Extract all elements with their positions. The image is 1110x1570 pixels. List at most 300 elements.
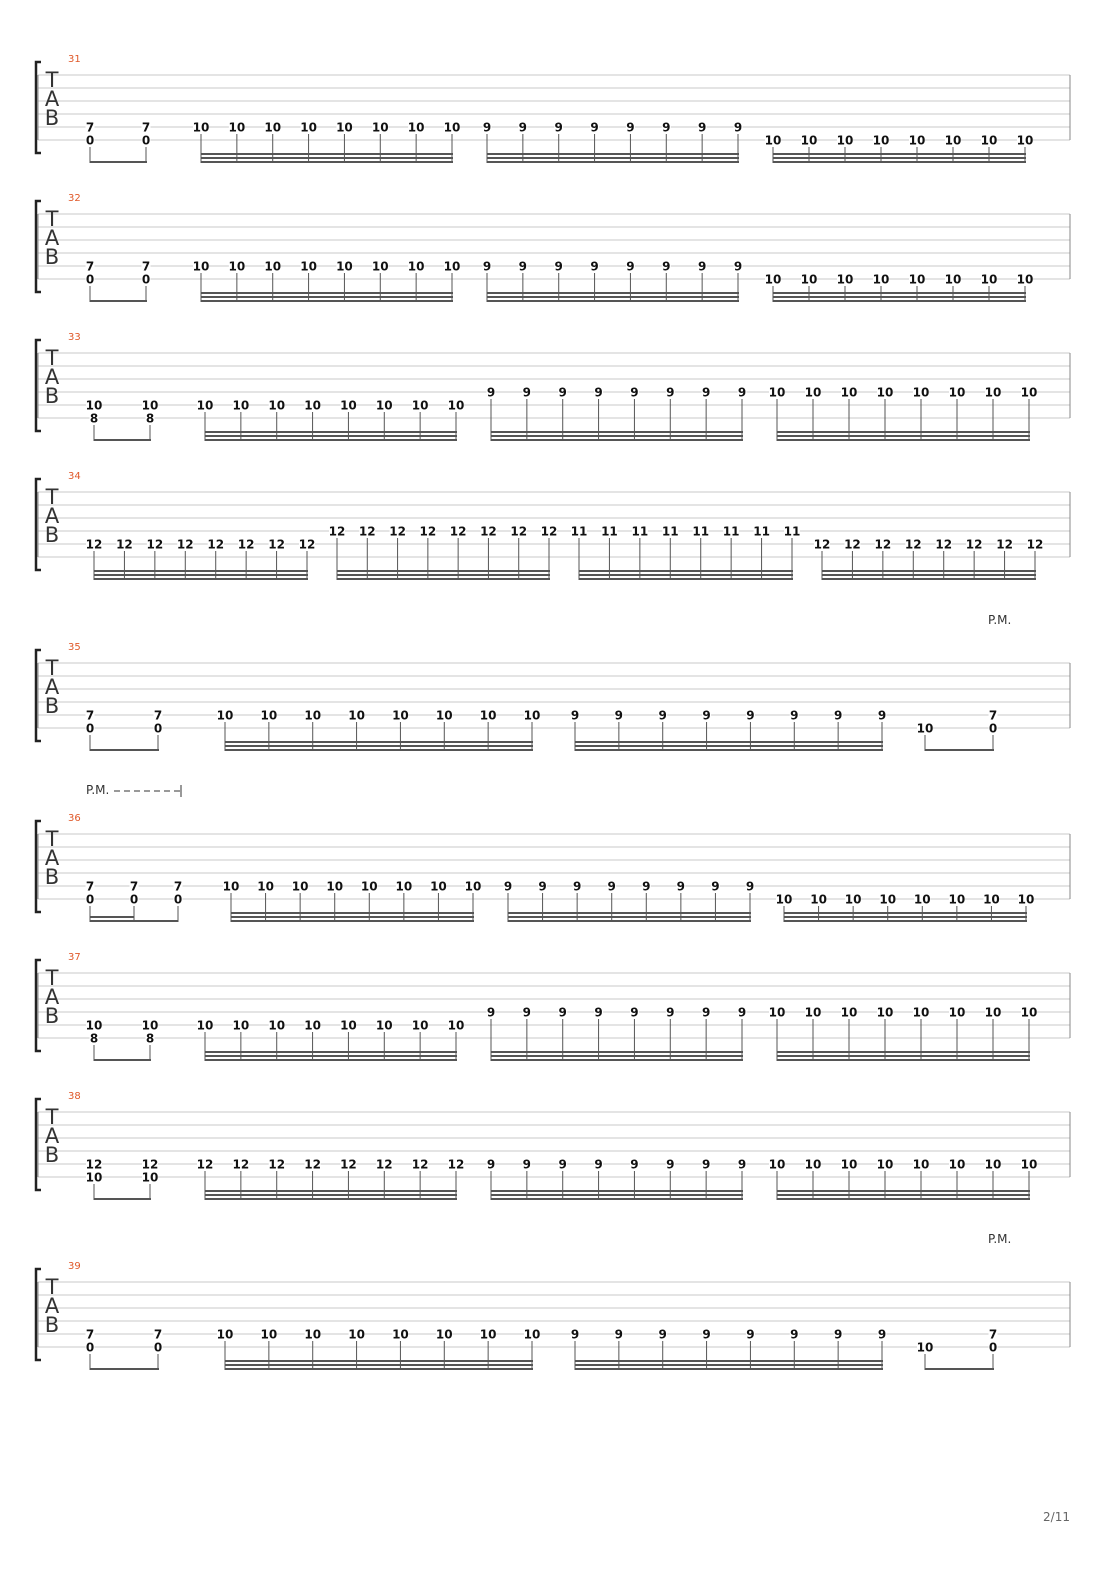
fret-number: 10 [876, 1157, 894, 1172]
fret-number: 10 [85, 1018, 103, 1033]
tab-clef-a: A [44, 365, 60, 389]
fret-number: 9 [518, 259, 528, 274]
beam [822, 574, 1036, 576]
fret-number: 9 [662, 120, 671, 135]
beam [337, 578, 550, 580]
beam-group [487, 1006, 747, 1062]
beam [491, 431, 743, 433]
fret-number: 9 [614, 708, 624, 723]
beam [575, 745, 883, 747]
beam [205, 1198, 457, 1200]
fret-number: 10 [268, 1018, 286, 1033]
fret-number: 7 [85, 259, 95, 274]
beam [205, 439, 457, 441]
fret-number: 9 [558, 1005, 567, 1020]
fret-number: 7 [85, 120, 95, 135]
fret-number: 9 [733, 120, 743, 135]
beam [784, 920, 1027, 922]
beam [94, 1059, 151, 1061]
tab-clef-t: T [45, 485, 59, 509]
beam [575, 741, 883, 743]
fret-number: 12 [141, 1157, 159, 1172]
fret-number: 12 [1026, 537, 1044, 552]
fret-number: 9 [701, 1005, 711, 1020]
fret-number: 7 [173, 879, 183, 894]
fret-number: 9 [522, 1005, 532, 1020]
fret-number: 10 [141, 398, 159, 413]
tab-system-38 [36, 1091, 1070, 1200]
fret-number: 9 [658, 1327, 667, 1342]
fret-number: 9 [630, 385, 639, 400]
fret-number: 10 [775, 892, 793, 907]
tab-clef-a: A [44, 675, 60, 699]
tab-clef-t: T [45, 1275, 59, 1299]
beam [773, 161, 1026, 163]
fret-number: 9 [630, 1157, 639, 1172]
fret-number: 10 [1020, 385, 1038, 400]
fret-number: 10 [304, 398, 321, 413]
beam [90, 749, 159, 751]
fret-number: 10 [479, 1327, 497, 1342]
fret-number: 10 [407, 259, 425, 274]
fret-number: 10 [912, 1005, 930, 1020]
fret-number: 10 [1020, 1005, 1038, 1020]
tab-system-36 [36, 783, 1070, 922]
fret-number: 10 [326, 879, 344, 894]
fret-number: 9 [666, 385, 675, 400]
fret-number: 8 [89, 411, 99, 426]
fret-number: 10 [264, 120, 282, 135]
fret-number: 12 [207, 537, 225, 552]
page-number: 2/11 [1043, 1510, 1070, 1524]
fret-number: 9 [570, 708, 580, 723]
fret-number: 9 [486, 1157, 496, 1172]
fret-number: 10 [944, 272, 962, 287]
tab-clef-b: B [44, 1313, 60, 1337]
beam [822, 570, 1036, 572]
fret-number: 12 [813, 537, 831, 552]
beam [201, 161, 453, 163]
fret-number: 10 [840, 385, 858, 400]
beam-group [776, 893, 1035, 923]
beam [925, 1368, 994, 1370]
fret-number: 9 [594, 385, 603, 400]
beam [201, 157, 453, 159]
tab-clef-b: B [44, 1004, 60, 1028]
fret-number: 10 [411, 1018, 429, 1033]
beam [491, 1059, 743, 1061]
fret-number: 0 [85, 272, 95, 287]
fret-number: 10 [872, 133, 890, 148]
fret-number: 10 [908, 133, 926, 148]
measure-number: 38 [68, 1091, 81, 1102]
fret-number: 10 [804, 385, 822, 400]
fret-number: 10 [192, 259, 210, 274]
fret-number: 12 [510, 524, 528, 539]
fret-number: 9 [630, 1005, 639, 1020]
fret-number: 10 [913, 892, 931, 907]
palm-mute-label: P.M. [988, 613, 1012, 627]
fret-number: 9 [701, 1157, 711, 1172]
fret-number: 0 [141, 272, 151, 287]
fret-number: 10 [984, 385, 1002, 400]
beam [205, 431, 457, 433]
fret-number: 10 [523, 708, 541, 723]
fret-number: 9 [790, 708, 799, 723]
tab-clef-t: T [45, 207, 59, 231]
fret-number: 0 [85, 892, 95, 907]
fret-number: 7 [141, 120, 151, 135]
fret-number: 12 [411, 1157, 429, 1172]
beam [491, 1051, 743, 1053]
beam [201, 153, 453, 155]
fret-number: 0 [988, 721, 998, 736]
fret-number: 10 [264, 259, 282, 274]
beam [777, 1055, 1030, 1057]
beam-group [765, 134, 1034, 164]
fret-number: 9 [790, 1327, 799, 1342]
fret-number: 10 [443, 120, 461, 135]
beam [773, 296, 1026, 298]
fret-number: 10 [908, 272, 926, 287]
fret-number: 9 [482, 259, 492, 274]
tab-clef-b: B [44, 865, 60, 889]
fret-number: 10 [912, 385, 930, 400]
fret-number: 0 [141, 133, 151, 148]
fret-number: 12 [304, 1157, 321, 1172]
fret-number: 10 [348, 708, 365, 723]
beam [231, 916, 474, 918]
fret-number: 10 [340, 398, 357, 413]
fret-number: 10 [768, 385, 786, 400]
fret-number: 0 [153, 721, 163, 736]
tab-system-33 [36, 332, 1070, 441]
beam [90, 1368, 159, 1370]
fret-number: 10 [360, 879, 378, 894]
beam-group [487, 386, 747, 442]
tab-clef-b: B [44, 1143, 60, 1167]
fret-number: 10 [141, 1018, 159, 1033]
tab-clef-b: B [44, 523, 60, 547]
fret-number: 12 [268, 1157, 286, 1172]
tab-clef-b: B [44, 245, 60, 269]
tab-clef-t: T [45, 656, 59, 680]
fret-number: 9 [877, 708, 887, 723]
tab-system-37 [36, 952, 1070, 1061]
fret-number: 9 [626, 259, 635, 274]
fret-number: 10 [872, 272, 890, 287]
fret-number: 9 [538, 879, 547, 894]
fret-number: 7 [153, 708, 163, 723]
fret-number: 11 [661, 524, 679, 539]
beam [575, 1360, 883, 1362]
beam-group [765, 273, 1034, 303]
fret-number: 12 [340, 1157, 357, 1172]
beam-group [769, 386, 1038, 442]
fret-number: 9 [697, 120, 707, 135]
beam [508, 916, 751, 918]
fret-number: 9 [702, 1327, 711, 1342]
beam [777, 1059, 1030, 1061]
fret-number: 7 [85, 708, 95, 723]
fret-number: 10 [260, 708, 278, 723]
fret-number: 10 [85, 398, 103, 413]
fret-number: 8 [145, 411, 155, 426]
fret-number: 9 [737, 385, 747, 400]
fret-number: 12 [844, 537, 861, 552]
fret-number: 12 [935, 537, 953, 552]
fret-number: 10 [336, 259, 353, 274]
fret-number: 10 [216, 708, 234, 723]
fret-number: 9 [658, 708, 667, 723]
fret-number: 11 [783, 524, 801, 539]
fret-number: 10 [257, 879, 274, 894]
tab-system-31 [36, 54, 1070, 163]
fret-number: 10 [268, 398, 286, 413]
beam [575, 1368, 883, 1370]
beam [90, 920, 178, 922]
beam [822, 578, 1036, 580]
tab-clef-a: A [44, 504, 60, 528]
fret-number: 0 [173, 892, 183, 907]
fret-number: 0 [988, 1340, 998, 1355]
beam [491, 435, 743, 437]
beam [337, 574, 550, 576]
fret-number: 10 [407, 120, 425, 135]
beam [773, 292, 1026, 294]
beam [205, 435, 457, 437]
tab-clef-b: B [44, 106, 60, 130]
beam [784, 916, 1027, 918]
beam [205, 1190, 457, 1192]
fret-number: 9 [594, 1157, 603, 1172]
fret-number: 11 [753, 524, 770, 539]
beam [201, 292, 453, 294]
fret-number: 9 [833, 708, 843, 723]
beam [777, 1190, 1030, 1192]
beam [225, 1360, 533, 1362]
fret-number: 11 [631, 524, 649, 539]
fret-number: 12 [904, 537, 922, 552]
measure-number: 35 [68, 642, 81, 653]
fret-number: 12 [85, 1157, 103, 1172]
fret-number: 9 [666, 1157, 675, 1172]
fret-number: 10 [840, 1157, 858, 1172]
fret-number: 11 [722, 524, 740, 539]
fret-number: 10 [85, 1170, 103, 1185]
beam [491, 1055, 743, 1057]
fret-number: 12 [268, 537, 285, 552]
beam [487, 153, 739, 155]
tab-system-39 [36, 1232, 1070, 1370]
fret-number: 10 [800, 133, 818, 148]
fret-number: 12 [146, 537, 164, 552]
fret-number: 10 [336, 120, 353, 135]
beam-group [571, 525, 801, 581]
beam [201, 300, 453, 302]
beam-group [329, 525, 558, 581]
palm-mute-label: P.M. [988, 1232, 1012, 1246]
beam [90, 161, 147, 163]
fret-number: 9 [737, 1157, 747, 1172]
beam [491, 439, 743, 441]
fret-number: 10 [222, 879, 240, 894]
tab-clef-t: T [45, 346, 59, 370]
fret-number: 9 [697, 259, 707, 274]
measure-number: 37 [68, 952, 81, 963]
fret-number: 9 [607, 879, 616, 894]
beam [579, 578, 793, 580]
fret-number: 10 [764, 272, 782, 287]
beam [201, 296, 453, 298]
measure-number: 36 [68, 813, 81, 824]
fret-number: 9 [590, 120, 599, 135]
fret-number: 10 [447, 1018, 465, 1033]
fret-number: 10 [447, 398, 465, 413]
fret-number: 10 [804, 1157, 822, 1172]
beam [225, 745, 533, 747]
beam [487, 300, 739, 302]
fret-number: 10 [944, 133, 962, 148]
fret-number: 10 [916, 721, 934, 736]
tab-clef-t: T [45, 68, 59, 92]
fret-number: 0 [129, 892, 139, 907]
tab-clef-a: A [44, 226, 60, 250]
beam [94, 1198, 151, 1200]
beam [487, 157, 739, 159]
fret-number: 10 [196, 398, 214, 413]
fret-number: 10 [340, 1018, 357, 1033]
beam [491, 1190, 743, 1192]
fret-number: 9 [676, 879, 686, 894]
fret-number: 10 [228, 120, 246, 135]
beam [925, 749, 994, 751]
fret-number: 10 [291, 879, 309, 894]
beam [225, 749, 533, 751]
beam [777, 1051, 1030, 1053]
beam [94, 574, 308, 576]
fret-number: 12 [358, 524, 376, 539]
fret-number: 12 [449, 524, 467, 539]
fret-number: 12 [419, 524, 437, 539]
fret-number: 9 [518, 120, 528, 135]
beam [575, 1364, 883, 1366]
fret-number: 10 [375, 398, 393, 413]
fret-number: 12 [447, 1157, 465, 1172]
fret-number: 0 [153, 1340, 163, 1355]
fret-number: 9 [558, 385, 567, 400]
fret-number: 10 [304, 708, 322, 723]
tab-clef-t: T [45, 827, 59, 851]
fret-number: 7 [85, 1327, 95, 1342]
beam [487, 296, 739, 298]
fret-number: 10 [192, 120, 210, 135]
fret-number: 12 [328, 524, 346, 539]
measure-number: 34 [68, 471, 81, 482]
fret-number: 10 [411, 398, 429, 413]
measure-number: 31 [68, 54, 81, 65]
tab-clef-t: T [45, 966, 59, 990]
fret-number: 10 [1020, 1157, 1038, 1172]
fret-number: 10 [479, 708, 497, 723]
beam [491, 1194, 743, 1196]
fret-number: 9 [642, 879, 651, 894]
fret-number: 12 [965, 537, 983, 552]
tab-clef-t: T [45, 1105, 59, 1129]
measure-number: 32 [68, 193, 81, 204]
beam [777, 431, 1030, 433]
fret-number: 9 [666, 1005, 675, 1020]
fret-number: 10 [836, 272, 854, 287]
fret-number: 10 [1016, 272, 1034, 287]
fret-number: 0 [85, 133, 95, 148]
fret-number: 10 [1016, 133, 1034, 148]
fret-number: 8 [89, 1031, 99, 1046]
fret-number: 9 [522, 1157, 532, 1172]
beam [487, 161, 739, 163]
fret-number: 0 [85, 1340, 95, 1355]
fret-number: 10 [395, 879, 413, 894]
fret-number: 9 [522, 385, 532, 400]
fret-number: 9 [833, 1327, 843, 1342]
fret-number: 12 [874, 537, 892, 552]
palm-mute-label: P.M. [86, 783, 110, 797]
fret-number: 10 [1017, 892, 1035, 907]
fret-number: 10 [984, 1157, 1002, 1172]
fret-number: 11 [601, 524, 618, 539]
fret-number: 10 [768, 1005, 786, 1020]
beam [777, 439, 1030, 441]
fret-number: 10 [375, 1018, 393, 1033]
fret-number: 10 [876, 385, 894, 400]
fret-number: 10 [141, 1170, 159, 1185]
fret-number: 12 [480, 524, 497, 539]
fret-number: 9 [733, 259, 743, 274]
fret-number: 7 [988, 1327, 998, 1342]
fret-number: 9 [614, 1327, 624, 1342]
fret-number: 7 [153, 1327, 163, 1342]
beam [225, 1368, 533, 1370]
fret-number: 7 [85, 879, 95, 894]
fret-number: 10 [948, 1157, 966, 1172]
fret-number: 10 [980, 133, 998, 148]
tab-clef-b: B [44, 694, 60, 718]
fret-number: 10 [768, 1157, 786, 1172]
fret-number: 9 [482, 120, 492, 135]
fret-number: 9 [737, 1005, 747, 1020]
fret-number: 9 [877, 1327, 887, 1342]
tab-system-34 [36, 471, 1070, 580]
beam [575, 749, 883, 751]
beam [90, 300, 147, 302]
fret-number: 9 [701, 385, 711, 400]
fret-number: 10 [844, 892, 862, 907]
tab-clef-a: A [44, 1124, 60, 1148]
fret-number: 10 [196, 1018, 214, 1033]
measure-number: 39 [68, 1261, 81, 1272]
fret-number: 10 [304, 1018, 321, 1033]
fret-number: 10 [348, 1327, 365, 1342]
fret-number: 8 [145, 1031, 155, 1046]
beam [491, 1198, 743, 1200]
fret-number: 10 [523, 1327, 541, 1342]
fret-number: 12 [540, 524, 558, 539]
fret-number: 10 [983, 892, 1000, 907]
fret-number: 10 [392, 1327, 409, 1342]
beam [784, 912, 1027, 914]
fret-number: 10 [228, 259, 246, 274]
fret-number: 9 [572, 879, 582, 894]
